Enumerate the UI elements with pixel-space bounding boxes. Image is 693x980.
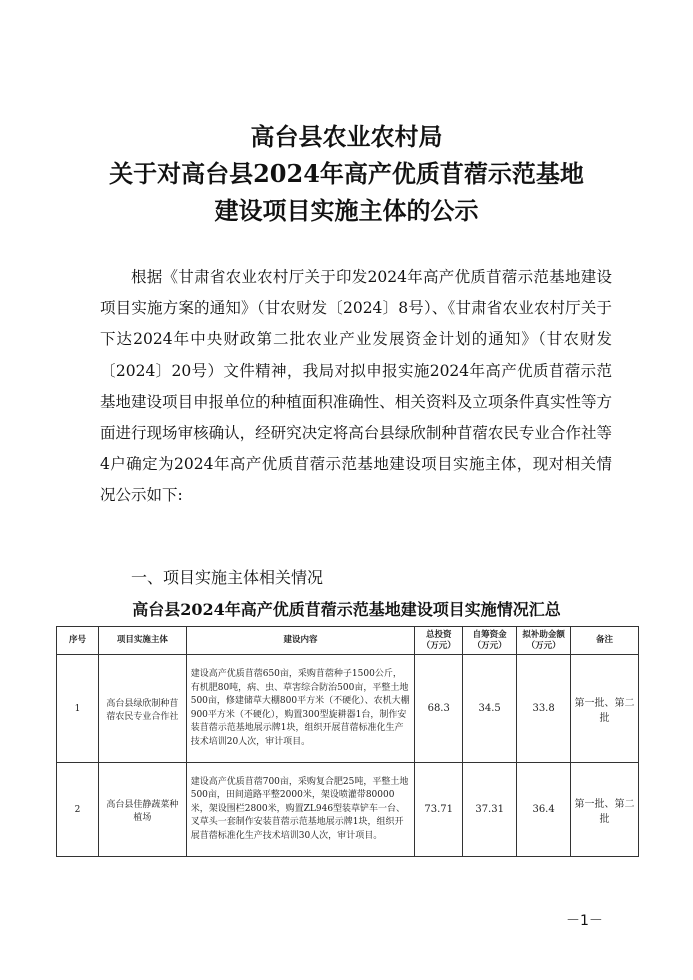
row-investment: 73.71	[415, 763, 463, 857]
row-content: 建设高产优质苜蓿700亩，采购复合肥25吨，平整土地500亩，田间道路平整2000米，架设喷灌带80000米，架设围栏2800米，购置ZL946型装草铲车一台、叉草头一套制作安装苜蓿示范基地展示牌1块，组织开展苜蓿标准化生产技术培训30人次，审计项目。	[186, 763, 415, 857]
header-note: 备注	[571, 627, 639, 655]
row-content: 建设高产优质苜蓿650亩，采购苜蓿种子1500公斤，有机肥80吨，病、虫、草害综合防治500亩，平整土地500亩，修建储草大棚800平方米（不硬化）、农机大棚900平方米（不硬化），购置300型旋耕器1台，制作安装苜蓿示范基地展示牌1块，组织开展苜蓿标准化生产技术培训20人次，审计项目。	[186, 655, 415, 763]
notice-title-line-3: 建设项目实施主体的公示	[214, 196, 479, 225]
header-content: 建设内容	[186, 627, 415, 655]
summary-table	[56, 626, 639, 857]
header-self-funds: 自筹资金（万元）	[463, 627, 517, 655]
page-number: －1－	[566, 913, 603, 929]
row-note: 第一批、第二批	[571, 763, 639, 857]
row-subsidy: 33.8	[517, 655, 571, 763]
row-seq: 2	[57, 763, 99, 857]
notice-title-line-2: 关于对高台县2024年高产优质苜蓿示范基地	[109, 159, 584, 188]
row-investment: 68.3	[415, 655, 463, 763]
header-subsidy: 拟补助金额（万元）	[517, 627, 571, 655]
issuer-title: 高台县农业农村局	[250, 122, 443, 151]
row-self-funds: 37.31	[463, 763, 517, 857]
table-row	[57, 763, 639, 857]
body-paragraph: 根据《甘肃省农业农村厅关于印发2024年高产优质苜蓿示范基地建设项目实施方案的通知》（甘农财发〔2024〕8号）、《甘肃省农业农村厅关于下达2024年中央财政第二批农业产业发展资金计划的通知》（甘农财发〔2024〕20号）文件精神，我局对拟申报实施2024年高产优质苜蓿示范基地建设项目申报单位的种植面积准确性、相关资料及立项条件真实性等方面进行现场审核确认，经研究决定将高台县绿欣制种苜蓿农民专业合作社等4户确定为2024年高产优质苜蓿示范基地建设项目实施主体，现对相关情况公示如下:	[100, 268, 612, 505]
section-heading: 一、项目实施主体相关情况	[131, 568, 324, 587]
row-seq: 1	[57, 655, 99, 763]
notice-body	[100, 262, 612, 512]
header-seq: 序号	[57, 627, 99, 655]
table-row	[57, 655, 639, 763]
row-subsidy: 36.4	[517, 763, 571, 857]
row-entity: 高台县佳静蔬菜种植场	[98, 763, 186, 857]
row-note: 第一批、第二批	[571, 655, 639, 763]
header-entity: 项目实施主体	[98, 627, 186, 655]
table-header-row	[57, 627, 639, 655]
table-title: 高台县2024年高产优质苜蓿示范基地建设项目实施情况汇总	[132, 600, 561, 619]
row-entity: 高台县绿欣制种苜蓿农民专业合作社	[98, 655, 186, 763]
header-investment: 总投资（万元）	[415, 627, 463, 655]
row-self-funds: 34.5	[463, 655, 517, 763]
